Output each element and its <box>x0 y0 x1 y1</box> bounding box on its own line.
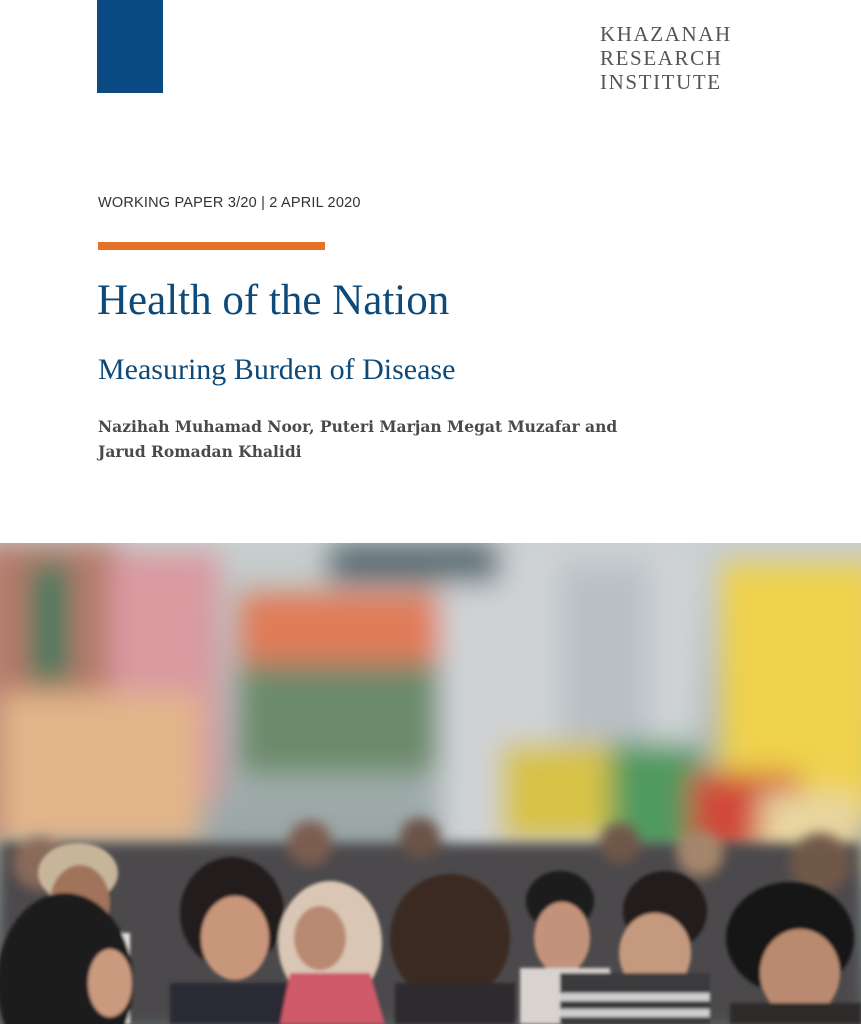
author-list <box>98 414 738 464</box>
khazanah-logo <box>600 22 760 94</box>
logo-line-3: INSTITUTE <box>600 70 722 94</box>
cover-photo-crowd <box>0 543 861 1024</box>
brand-color-block <box>97 0 163 93</box>
logo-line-1: KHAZANAH <box>600 22 732 46</box>
page-title: Health of the Nation <box>97 277 450 324</box>
author-line-2: Jarud Romadan Khalidi <box>98 442 302 461</box>
logo-line-2: RESEARCH <box>600 46 723 70</box>
author-line-1: Nazihah Muhamad Noor, Puteri Marjan Megat Muzafar and <box>98 417 618 436</box>
page-subtitle: Measuring Burden of Disease <box>98 353 456 386</box>
orange-divider <box>98 242 325 250</box>
working-paper-meta: WORKING PAPER 3/20 | 2 APRIL 2020 <box>98 195 361 211</box>
